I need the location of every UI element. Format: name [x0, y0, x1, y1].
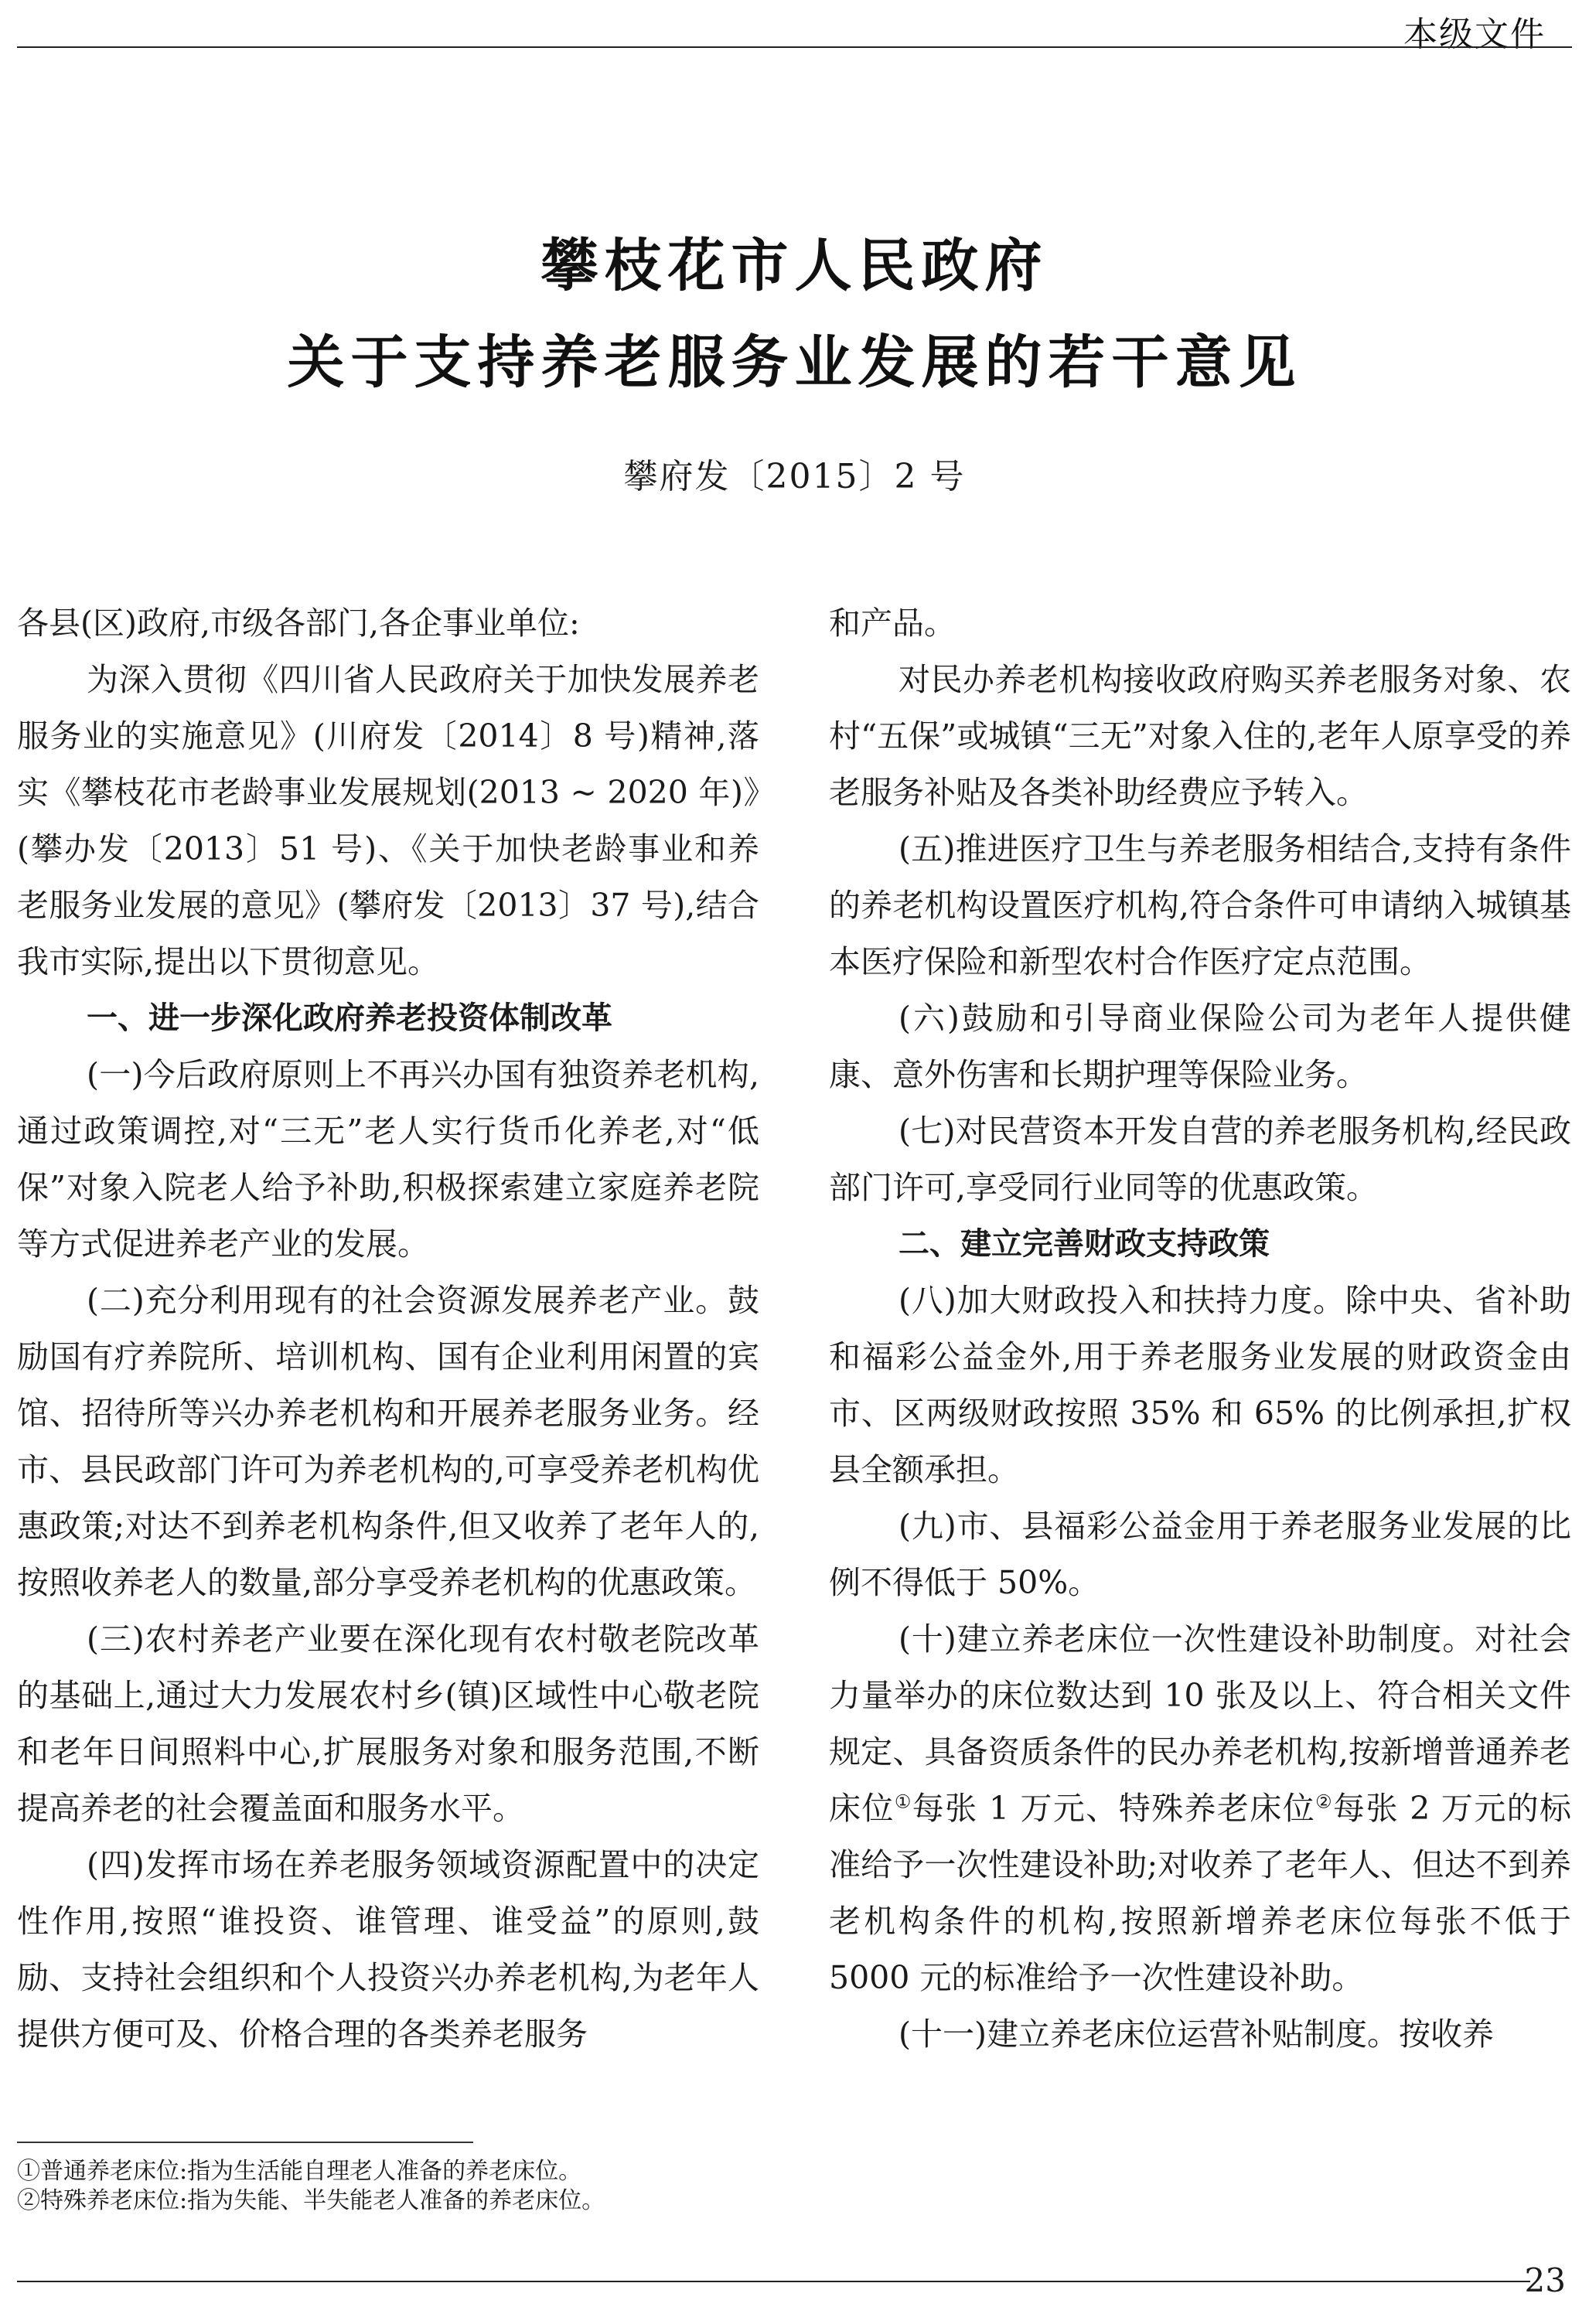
section-heading-1: 一、进一步深化政府养老投资体制改革 [87, 1000, 612, 1036]
item-8: (八)加大财政投入和扶持力度。除中央、省补助和福彩公益金外,用于养老服务业发展的财政资金由市、区两级财政按照 35% 和 65% 的比例承担,扩权县全额承担。 [829, 1282, 1571, 1488]
page-number: 23 [1524, 2261, 1566, 2299]
item-10-text-b: 每张 1 万元、特殊养老床位 [912, 1790, 1316, 1827]
item-10-text-c: 每张 2 万元的标准给予一次性建设补助;对收养了老年人、但达不到养老机构条件的机构,按照新增养老床位每张不低于 5000 元的标准给予一次性建设补助。 [829, 1790, 1572, 1996]
item-9: (九)市、县福彩公益金用于养老服务业发展的比例不得低于 50%。 [829, 1508, 1571, 1601]
document-number: 攀府发〔2015〕2 号 [623, 457, 966, 496]
item-3: (三)农村养老产业要在深化现有农村敬老院改革的基础上,通过大力发展农村乡(镇)区域性中心敬老院和老年日间照料中心,扩展服务对象和服务范围,不断提高养老的社会覆盖面和服务水平。 [17, 1620, 759, 1827]
item-4-continued: 和产品。 [829, 605, 956, 642]
footnotes [17, 2157, 868, 2216]
footnote-1: ①普通养老床位:指为生活能自理老人准备的养老床位。 [17, 2158, 582, 2185]
item-10-text-a: (十)建立养老床位一次性建设补助制度。对社会力量举办的床位数达到 10 张及以上、符合相关文件规定、具备资质条件的民办养老机构,按新增普通养老床位 [829, 1620, 1571, 1827]
item-2: (二)充分利用现有的社会资源发展养老产业。鼓励国有疗养院所、培训机构、国有企业利用闲置的宾馆、招待所等兴办养老机构和开展养老服务业务。经市、县民政部门许可为养老机构的,可享受养老机构优惠政策;对达不到养老机构条件,但又收养了老年人的,按照收养老人的数量,部分享受养老机构的优惠政策。 [17, 1282, 759, 1601]
item-11: (十一)建立养老床位运营补贴制度。按收养 [899, 2016, 1494, 2053]
document-title-line1: 攀枝花市人民政府 [540, 233, 1049, 299]
right-column [829, 595, 1571, 2063]
footnote-ref-2: ② [1315, 1791, 1334, 1813]
item-6: (六)鼓励和引导商业保险公司为老年人提供健康、意外伤害和长期护理等保险业务。 [829, 1000, 1571, 1093]
left-column [17, 595, 759, 2063]
item-5: (五)推进医疗卫生与养老服务相结合,支持有条件的养老机构设置医疗机构,符合条件可申请纳入城镇基本医疗保险和新型农村合作医疗定点范围。 [829, 830, 1571, 980]
document-title-line2: 关于支持养老服务业发展的若干意见 [287, 329, 1302, 396]
item-1: (一)今后政府原则上不再兴办国有独资养老机构,通过政策调控,对“三无”老人实行货币化养老,对“低保”对象入院老人给予补助,积极探索建立家庭养老院等方式促进养老产业的发展。 [17, 1056, 759, 1263]
item-7: (七)对民营资本开发自营的养老服务机构,经民政部门许可,享受同行业同等的优惠政策。 [829, 1113, 1571, 1206]
item-4-paragraph-2: 对民办养老机构接收政府购买养老服务对象、农村“五保”或城镇“三无”对象入住的,老年人原享受的养老服务补贴及各类补助经费应予转入。 [829, 661, 1571, 811]
footnote-ref-1: ① [894, 1791, 912, 1813]
item-10 [829, 1611, 1571, 2006]
section-heading-2: 二、建立完善财政支持政策 [899, 1226, 1270, 1262]
footer-divider [17, 2281, 1530, 2282]
addressee: 各县(区)政府,市级各部门,各企事业单位: [17, 605, 580, 642]
footnote-divider [17, 2142, 473, 2143]
section-label: 本级文件 [1403, 15, 1546, 54]
footnote-2: ②特殊养老床位:指为失能、半失能老人准备的养老床位。 [17, 2187, 605, 2214]
header-divider [17, 46, 1572, 48]
intro-paragraph: 为深入贯彻《四川省人民政府关于加快发展养老服务业的实施意见》(川府发〔2014〕8 号)精神,落实《攀枝花市老龄事业发展规划(2013 ~ 2020 年)》(攀办发〔2013〕51 号)、《关于加快老龄事业和养老服务业发展的意见》(攀府发〔2013〕37 号),结合我市实际,提出以下贯彻意见。 [17, 661, 759, 980]
item-4: (四)发挥市场在养老服务领域资源配置中的决定性作用,按照“谁投资、谁管理、谁受益”的原则,鼓励、支持社会组织和个人投资兴办养老机构,为老年人提供方便可及、价格合理的各类养老服务 [17, 1846, 759, 2053]
